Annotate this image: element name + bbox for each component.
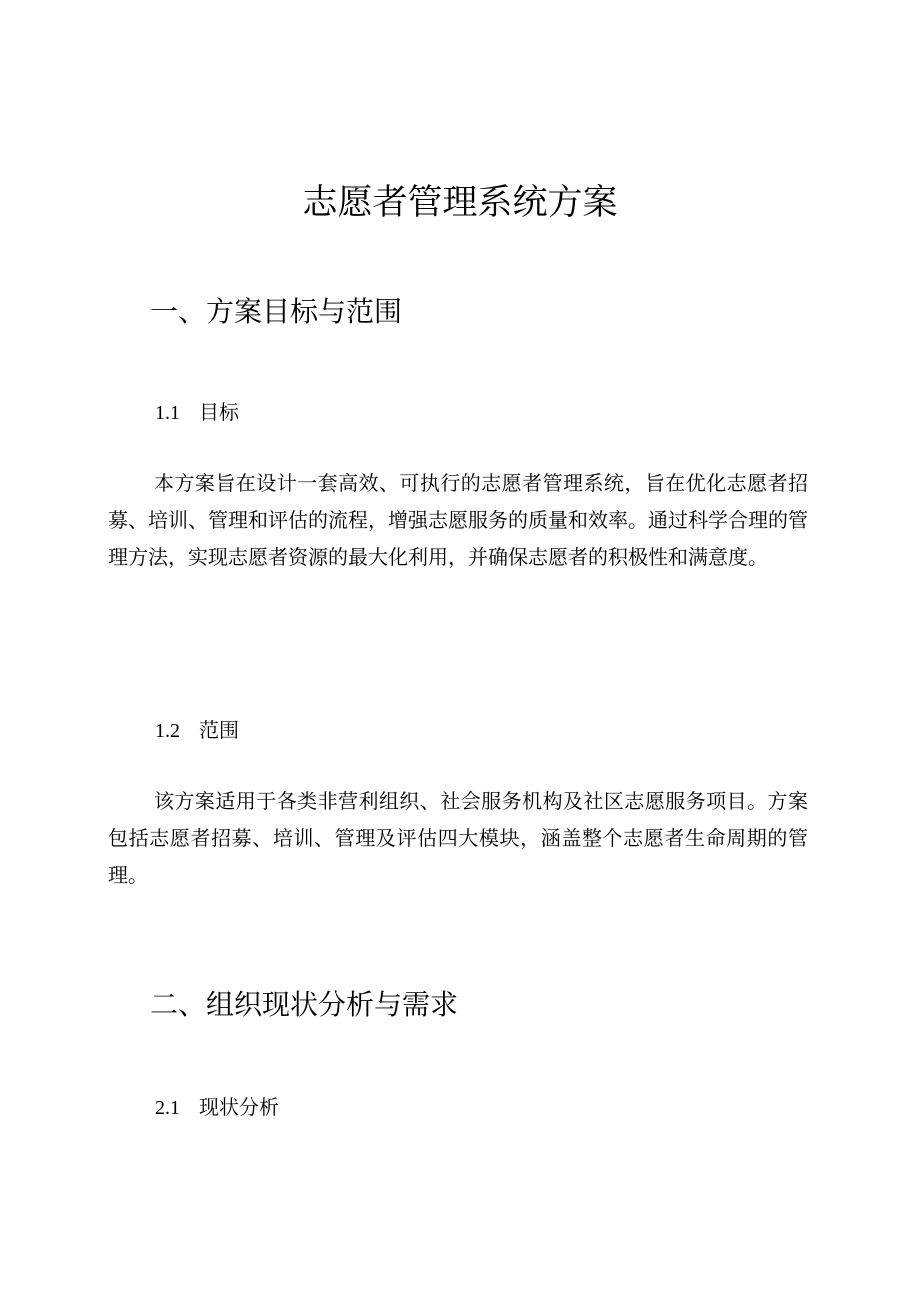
subsection-number: 1.2: [155, 720, 180, 742]
subsection-heading-1-1: [155, 397, 239, 428]
section-heading-2: 二、组织现状分析与需求: [150, 988, 459, 1021]
subsection-title: 目标: [199, 400, 239, 424]
subsection-number: 1.1: [155, 402, 180, 424]
subsection-heading-1-2: [155, 715, 239, 746]
section-heading-1: 一、方案目标与范围: [150, 295, 403, 328]
subsection-number: 2.1: [155, 1097, 180, 1119]
paragraph-goal: 本方案旨在设计一套高效、可执行的志愿者管理系统，旨在优化志愿者招募、培训、管理和评估的流程，增强志愿服务的质量和效率。通过科学合理的管理方法，实现志愿者资源的最大化利用，并确保志愿者的积极性和满意度。: [108, 471, 808, 569]
paragraph-scope: 该方案适用于各类非营利组织、社会服务机构及社区志愿服务项目。方案包括志愿者招募、培训、管理及评估四大模块，涵盖整个志愿者生命周期的管理。: [108, 789, 808, 887]
subsection-title: 范围: [199, 718, 239, 742]
subsection-title: 现状分析: [199, 1095, 279, 1119]
document-title: 志愿者管理系统方案: [302, 183, 618, 223]
subsection-heading-2-1: [155, 1092, 279, 1123]
